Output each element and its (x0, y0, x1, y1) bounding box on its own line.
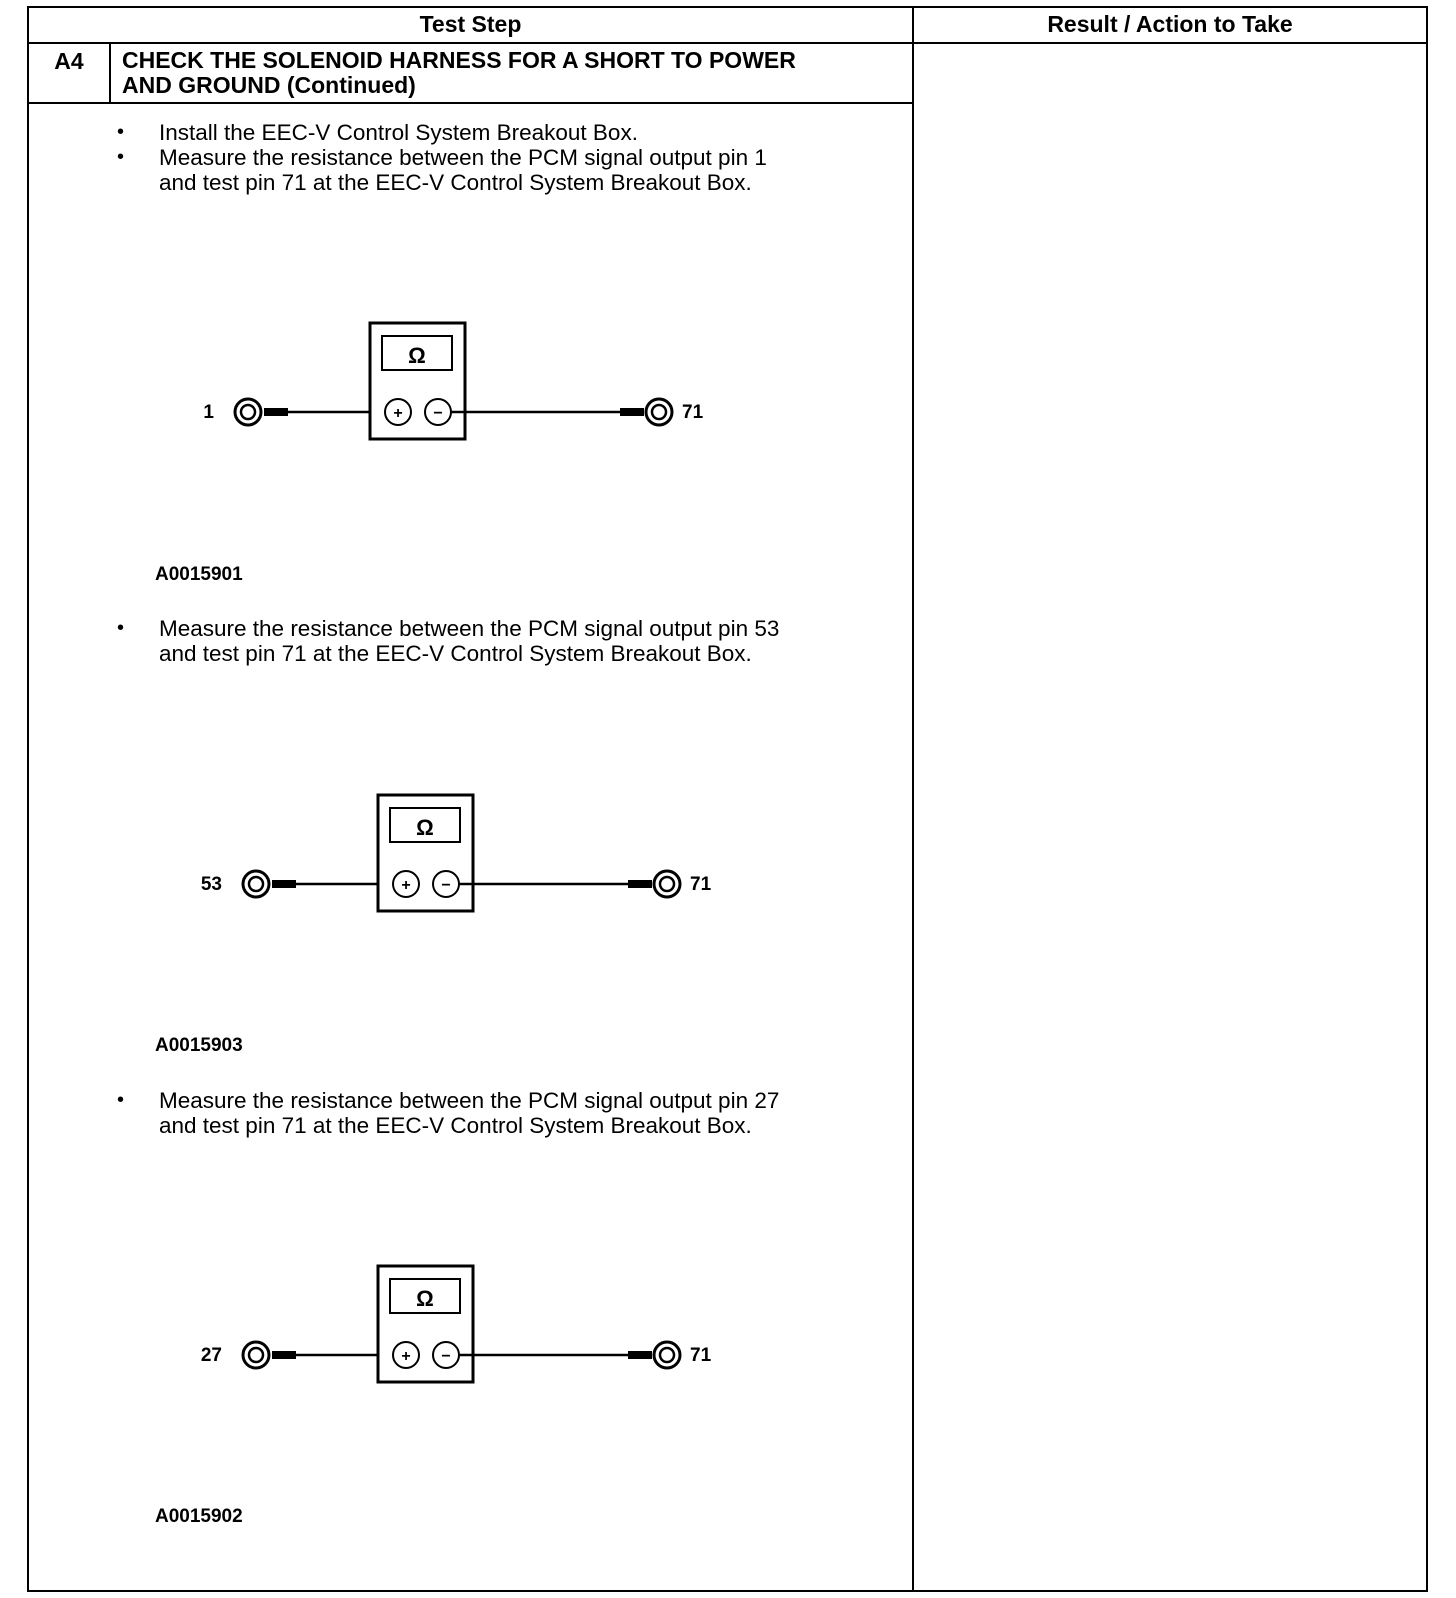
ohm-symbol: Ω (416, 1286, 434, 1311)
test-step-table (27, 6, 1428, 1592)
column-divider (912, 8, 914, 1590)
minus-terminal-label: − (441, 877, 451, 894)
left-pin-label: 53 (200, 874, 222, 895)
instruction-text: • Install the EEC-V Control System Breakout Box. (159, 120, 638, 145)
left-probe-tip (264, 408, 288, 416)
header-divider (29, 42, 1426, 44)
right-probe-tip (628, 1351, 652, 1359)
ohm-symbol: Ω (416, 815, 434, 840)
step-title-divider (29, 102, 912, 104)
instruction-list (117, 1088, 907, 1138)
left-pin-connector-inner-icon (241, 405, 255, 419)
right-pin-label: 71 (690, 874, 712, 895)
instruction-text: and test pin 71 at the EEC-V Control System Breakout Box. (159, 641, 752, 666)
instruction-list (117, 120, 907, 195)
instruction-list (117, 616, 907, 666)
ohmmeter-diagram (192, 780, 752, 920)
left-pin-connector-icon (235, 399, 261, 425)
right-probe-tip (620, 408, 644, 416)
instruction-text: and test pin 71 at the EEC-V Control System Breakout Box. (159, 170, 752, 195)
left-pin-connector-icon (243, 871, 269, 897)
right-probe-tip (628, 880, 652, 888)
plus-terminal-label: + (401, 1348, 411, 1365)
left-pin-label: 1 (203, 402, 214, 423)
ohmmeter-diagram (184, 308, 744, 448)
plus-terminal-label: + (401, 877, 411, 894)
right-pin-label: 71 (682, 402, 704, 423)
step-title-line: CHECK THE SOLENOID HARNESS FOR A SHORT TO POWER (122, 47, 796, 73)
minus-terminal-label: − (441, 1348, 451, 1365)
instruction-item (117, 616, 907, 666)
ohmmeter-diagram (192, 1251, 752, 1391)
instruction-text: • Measure the resistance between the PCM signal output pin 53 (159, 616, 780, 641)
ohm-symbol: Ω (408, 343, 426, 368)
left-pin-connector-icon (243, 1342, 269, 1368)
instruction-text: • Measure the resistance between the PCM signal output pin 27 (159, 1088, 780, 1113)
left-probe-tip (272, 880, 296, 888)
step-title-line: AND GROUND (Continued) (122, 72, 416, 98)
figure-code: A0015902 (155, 1506, 243, 1527)
column-header-test-step: Test Step (419, 11, 522, 37)
left-pin-label: 27 (200, 1345, 222, 1366)
step-title (122, 48, 902, 98)
instruction-text: • Measure the resistance between the PCM signal output pin 1 (159, 145, 767, 170)
instruction-item (117, 120, 907, 145)
step-id-divider (109, 44, 111, 102)
left-probe-tip (272, 1351, 296, 1359)
right-pin-connector-inner-icon (660, 877, 674, 891)
right-pin-connector-inner-icon (660, 1348, 674, 1362)
column-header-result: Result / Action to Take (1047, 11, 1293, 37)
instruction-item (117, 145, 907, 195)
plus-terminal-label: + (393, 405, 403, 422)
right-pin-label: 71 (690, 1345, 712, 1366)
figure-code: A0015901 (155, 564, 243, 585)
right-pin-connector-icon (646, 399, 672, 425)
left-pin-connector-inner-icon (249, 1348, 263, 1362)
right-pin-connector-icon (654, 1342, 680, 1368)
right-pin-connector-inner-icon (652, 405, 666, 419)
instruction-item (117, 1088, 907, 1138)
instruction-text: and test pin 71 at the EEC-V Control System Breakout Box. (159, 1113, 752, 1138)
minus-terminal-label: − (433, 405, 443, 422)
step-id: A4 (54, 48, 84, 74)
right-pin-connector-icon (654, 871, 680, 897)
left-pin-connector-inner-icon (249, 877, 263, 891)
figure-code: A0015903 (155, 1035, 243, 1056)
